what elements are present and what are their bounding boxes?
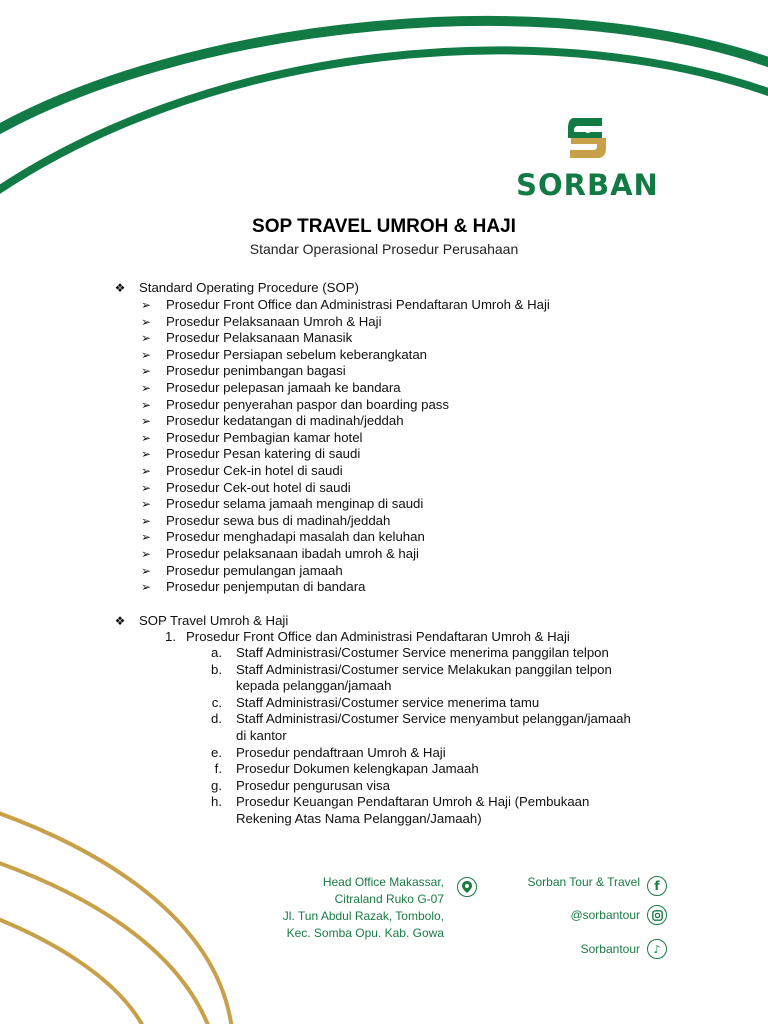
section-heading: Standard Operating Procedure (SOP)	[139, 280, 359, 295]
facebook-icon[interactable]: f	[647, 876, 667, 896]
list-item: Prosedur selama jamaah menginap di saudi	[166, 496, 424, 511]
list-item: Prosedur penyerahan paspor dan boarding pass	[166, 397, 449, 412]
sub-list-item: Staff Administrasi/Costumer Service menerima panggilan telpon	[236, 645, 609, 660]
list-number: 1.	[165, 629, 176, 644]
facebook-handle[interactable]: Sorban Tour & Travel	[527, 875, 640, 889]
sorban-emblem-icon	[566, 116, 608, 160]
arrow-bullet-icon: ➢	[141, 431, 152, 445]
arrow-bullet-icon: ➢	[141, 564, 152, 578]
list-letter: e.	[211, 745, 222, 760]
diamond-bullet-icon: ❖	[114, 614, 126, 628]
address-line: Head Office Makassar,	[322, 875, 444, 889]
arrow-bullet-icon: ➢	[141, 447, 152, 461]
arrow-bullet-icon: ➢	[141, 547, 152, 561]
sub-list-item: Staff Administrasi/Costumer service menerima tamu	[236, 695, 540, 710]
list-item: Prosedur Pelaksanaan Manasik	[166, 330, 353, 345]
arrow-bullet-icon: ➢	[141, 315, 152, 329]
numbered-item-label: Prosedur Front Office dan Administrasi Pendaftaran Umroh & Haji	[186, 629, 570, 644]
list-item: Prosedur Pembagian kamar hotel	[166, 430, 363, 445]
list-item: Prosedur Persiapan sebelum keberangkatan	[166, 347, 427, 362]
list-item: Prosedur menghadapi masalah dan keluhan	[166, 529, 425, 544]
arrow-bullet-icon: ➢	[141, 364, 152, 378]
list-item: Prosedur Front Office dan Administrasi Pendaftaran Umroh & Haji	[166, 297, 550, 312]
list-item: Prosedur pelepasan jamaah ke bandara	[166, 380, 401, 395]
list-letter: h.	[211, 794, 222, 809]
arrow-bullet-icon: ➢	[141, 381, 152, 395]
sub-list-item: Prosedur Dokumen kelengkapan Jamaah	[236, 761, 479, 776]
sub-list-item: Prosedur pendaftraan Umroh & Haji	[236, 745, 446, 760]
address-line: Jl. Tun Abdul Razak, Tombolo,	[282, 909, 444, 923]
list-letter: g.	[211, 778, 222, 793]
arrow-bullet-icon: ➢	[141, 464, 152, 478]
address-line: Citraland Ruko G-07	[334, 892, 444, 906]
arrow-bullet-icon: ➢	[141, 414, 152, 428]
arrow-bullet-icon: ➢	[141, 298, 152, 312]
sub-list-item: Rekening Atas Nama Pelanggan/Jamaah)	[236, 811, 482, 826]
arrow-bullet-icon: ➢	[141, 497, 152, 511]
list-item: Prosedur penjemputan di bandara	[166, 579, 366, 594]
sub-list-item: di kantor	[236, 728, 287, 743]
page-subtitle: Standar Operasional Prosedur Perusahaan	[249, 241, 519, 257]
list-item: Prosedur sewa bus di madinah/jeddah	[166, 513, 391, 528]
list-item: Prosedur kedatangan di madinah/jeddah	[166, 413, 404, 428]
gold-arc-2	[0, 850, 210, 1024]
list-letter: f.	[214, 761, 222, 776]
instagram-icon[interactable]	[647, 905, 667, 925]
list-letter: b.	[211, 662, 222, 677]
arrow-bullet-icon: ➢	[141, 348, 152, 362]
list-letter: a.	[211, 645, 222, 660]
sub-list-item: Staff Administrasi/Costumer service Melakukan panggilan telpon	[236, 662, 612, 677]
list-item: Prosedur penimbangan bagasi	[166, 363, 346, 378]
sub-list-item: Prosedur Keuangan Pendaftaran Umroh & Haji (Pembukaan	[236, 794, 590, 809]
sorban-logo	[500, 112, 675, 207]
brand-wordmark: SORBAN	[516, 168, 659, 202]
arrow-bullet-icon: ➢	[141, 481, 152, 495]
arrow-bullet-icon: ➢	[141, 514, 152, 528]
tiktok-handle[interactable]: Sorbantour	[580, 942, 640, 956]
sub-list-item: Prosedur pengurusan visa	[236, 778, 390, 793]
list-item: Prosedur Cek-out hotel di saudi	[166, 480, 351, 495]
list-item: Prosedur Cek-in hotel di saudi	[166, 463, 343, 478]
address-line: Kec. Somba Opu. Kab. Gowa	[286, 926, 444, 940]
gold-arc-3	[0, 905, 145, 1024]
list-letter: c.	[211, 695, 222, 710]
arrow-bullet-icon: ➢	[141, 530, 152, 544]
sub-list-item: Staff Administrasi/Costumer Service menyambut pelanggan/jamaah	[236, 711, 631, 726]
diamond-bullet-icon: ❖	[114, 281, 126, 295]
list-item: Prosedur pelaksanaan ibadah umroh & haji	[166, 546, 419, 561]
section-heading: SOP Travel Umroh & Haji	[139, 613, 289, 628]
tiktok-icon[interactable]: ♪	[647, 939, 667, 959]
arrow-bullet-icon: ➢	[141, 331, 152, 345]
office-address	[250, 874, 444, 942]
sub-list-item: kepada pelanggan/jamaah	[236, 678, 392, 693]
arrow-bullet-icon: ➢	[141, 398, 152, 412]
instagram-handle[interactable]: @sorbantour	[570, 908, 640, 922]
list-item: Prosedur Pesan katering di saudi	[166, 446, 361, 461]
page-title: SOP TRAVEL UMROH & HAJI	[252, 216, 516, 237]
arrow-bullet-icon: ➢	[141, 580, 152, 594]
list-letter: d.	[211, 711, 222, 726]
list-item: Prosedur pemulangan jamaah	[166, 563, 343, 578]
location-icon	[457, 877, 477, 897]
list-item: Prosedur Pelaksanaan Umroh & Haji	[166, 314, 382, 329]
